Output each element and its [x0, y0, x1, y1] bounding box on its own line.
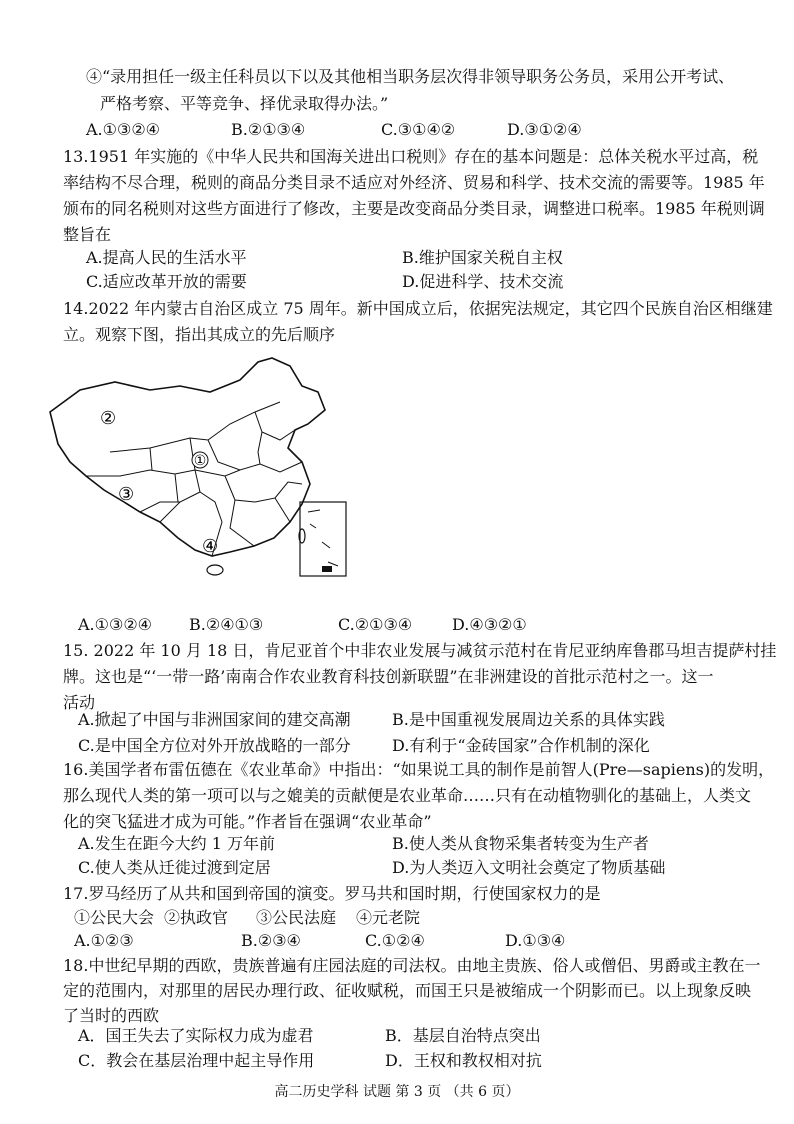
q12-option-d: D.③①②④	[507, 120, 582, 139]
q18-line-1: 18.中世纪早期的西欧，贵族普遍有庄园法庭的司法权。由地主贵族、俗人或僧侣、男爵或主教在一	[63, 956, 761, 975]
q17-option-d: D.①③④	[505, 931, 566, 950]
q12-option-b: B.②①③④	[231, 120, 306, 139]
q16-option-b: B.使人类从食物采集者转变为生产者	[392, 834, 649, 853]
q13-line-1: 13.1951 年实施的《中华人民共和国海关进出口税则》存在的基本问题是：总体关税水平过高，税	[63, 147, 759, 166]
marker-1	[192, 452, 208, 469]
q12-option-c: C.③①④②	[381, 120, 456, 139]
q13-line-3: 颁布的同名税则对这些方面进行了修改，主要是改变商品分类目录，调整进口税率。1985 年税则调	[63, 199, 765, 218]
q16-line-2: 那么现代人类的第一项可以与之媲美的贡献便是农业革命……只有在动植物驯化的基础上，人类文	[63, 786, 752, 805]
q13-line-2: 率结构不尽合理，税则的商品分类目录不适应对外经济、贸易和科学、技术交流的需要等。1985 年	[63, 173, 765, 192]
q12-option-a: A.①③②④	[86, 120, 161, 139]
q12-item4-line1: ④“录用担任一级主任科员以下以及其他相当职务层次得非领导职务公务员，采用公开考试、	[86, 67, 735, 86]
q16-option-a: A.发生在距今大约 1 万年前	[78, 834, 275, 853]
q14-line-1: 14.2022 年内蒙古自治区成立 75 周年。新中国成立后，依据宪法规定，其它四个民族自治区相继建	[63, 299, 773, 318]
q13-line-4: 整旨在	[63, 225, 112, 244]
q18-line-3: 了当时的西欧	[63, 1006, 160, 1025]
marker-2	[100, 408, 116, 429]
map-outline	[50, 358, 325, 556]
hainan-island	[207, 565, 223, 575]
q17-item-4: ④元老院	[356, 908, 421, 927]
q15-option-c: C.是中国全方位对外开放战略的一部分	[78, 736, 351, 755]
marker-3	[118, 484, 134, 505]
q13-option-c: C.适应改革开放的需要	[86, 272, 247, 291]
q15-option-b: B.是中国重视发展周边关系的具体实践	[392, 710, 665, 729]
q12-item4-line2: 严格考察、平等竞争、择优录取得办法。”	[100, 94, 389, 113]
marker-label-2: ②	[99, 408, 117, 429]
q14-option-d: D.④③②①	[452, 615, 527, 634]
q18-option-a: A．国王失去了实际权力成为虚君	[78, 1026, 314, 1045]
q16-option-c: C.使人类从迁徙过渡到定居	[78, 858, 271, 877]
q14-option-b: B.②④①③	[189, 615, 264, 634]
q16-line-1: 16.美国学者布雷伍德在《农业革命》中指出：“如果说工具的制作是前智人(Pre—sapiens)的发明，	[63, 760, 775, 779]
marker-label-1: ①	[193, 453, 207, 469]
q17-item-1: ①公民大会	[74, 908, 155, 927]
marker-label-3: ③	[117, 484, 135, 505]
q13-option-a: A.提高人民的生活水平	[86, 248, 247, 267]
q17-option-b: B.②③④	[241, 931, 301, 950]
q15-option-a: A.掀起了中国与非洲国家间的建交高潮	[78, 710, 351, 729]
page-footer: 高二历史学科 试题 第 3 页 （共 6 页）	[274, 1084, 520, 1100]
q18-line-2: 定的范围内，对那里的居民办理行政、征收赋税，而国王只是被缩成一个阴影而已。以上现象反映	[63, 981, 752, 1000]
q17-option-c: C.①②④	[365, 931, 425, 950]
q18-option-d: D．王权和教权相对抗	[385, 1051, 542, 1070]
q18-option-c: C．教会在基层治理中起主导作用	[78, 1051, 315, 1070]
q17-option-a: A.①②③	[74, 931, 134, 950]
q14-option-a: A.①③②④	[78, 615, 153, 634]
q15-line-2: 牌。这也是“‘一带一路’南南合作农业教育科技创新联盟”在非洲建设的首批示范村之一。这一	[63, 667, 714, 686]
q14-line-2: 立。观察下图，指出其成立的先后顺序	[63, 325, 336, 344]
q18-option-b: B．基层自治特点突出	[385, 1026, 541, 1045]
q16-option-d: D.为人类迈入文明社会奠定了物质基础	[392, 858, 666, 877]
q14-option-c: C.②①③④	[338, 615, 413, 634]
south-sea-inset	[300, 502, 346, 576]
marker-4	[202, 536, 218, 557]
q15-option-d: D.有利于“金砖国家”合作机制的深化	[392, 736, 650, 755]
q16-line-3: 化的突飞猛进才成为可能。”作者旨在强调“农业革命”	[63, 812, 432, 831]
q17-item-2: ②执政官	[164, 908, 229, 927]
marker-label-4: ④	[201, 536, 219, 557]
china-provinces-map	[40, 352, 360, 584]
q17-item-3: ③公民法庭	[256, 908, 337, 927]
q13-option-b: B.维护国家关税自主权	[402, 248, 563, 267]
q15-line-3: 活动	[63, 693, 96, 712]
q15-line-1: 15. 2022 年 10 月 18 日，肯尼亚首个中非农业发展与减贫示范村在肯尼亚纳库鲁郡马坦吉提萨村挂	[63, 641, 777, 660]
q13-option-d: D.促进科学、技术交流	[402, 272, 564, 291]
q17-line-1: 17.罗马经历了从共和国到帝国的演变。罗马共和国时期，行使国家权力的是	[63, 884, 601, 903]
